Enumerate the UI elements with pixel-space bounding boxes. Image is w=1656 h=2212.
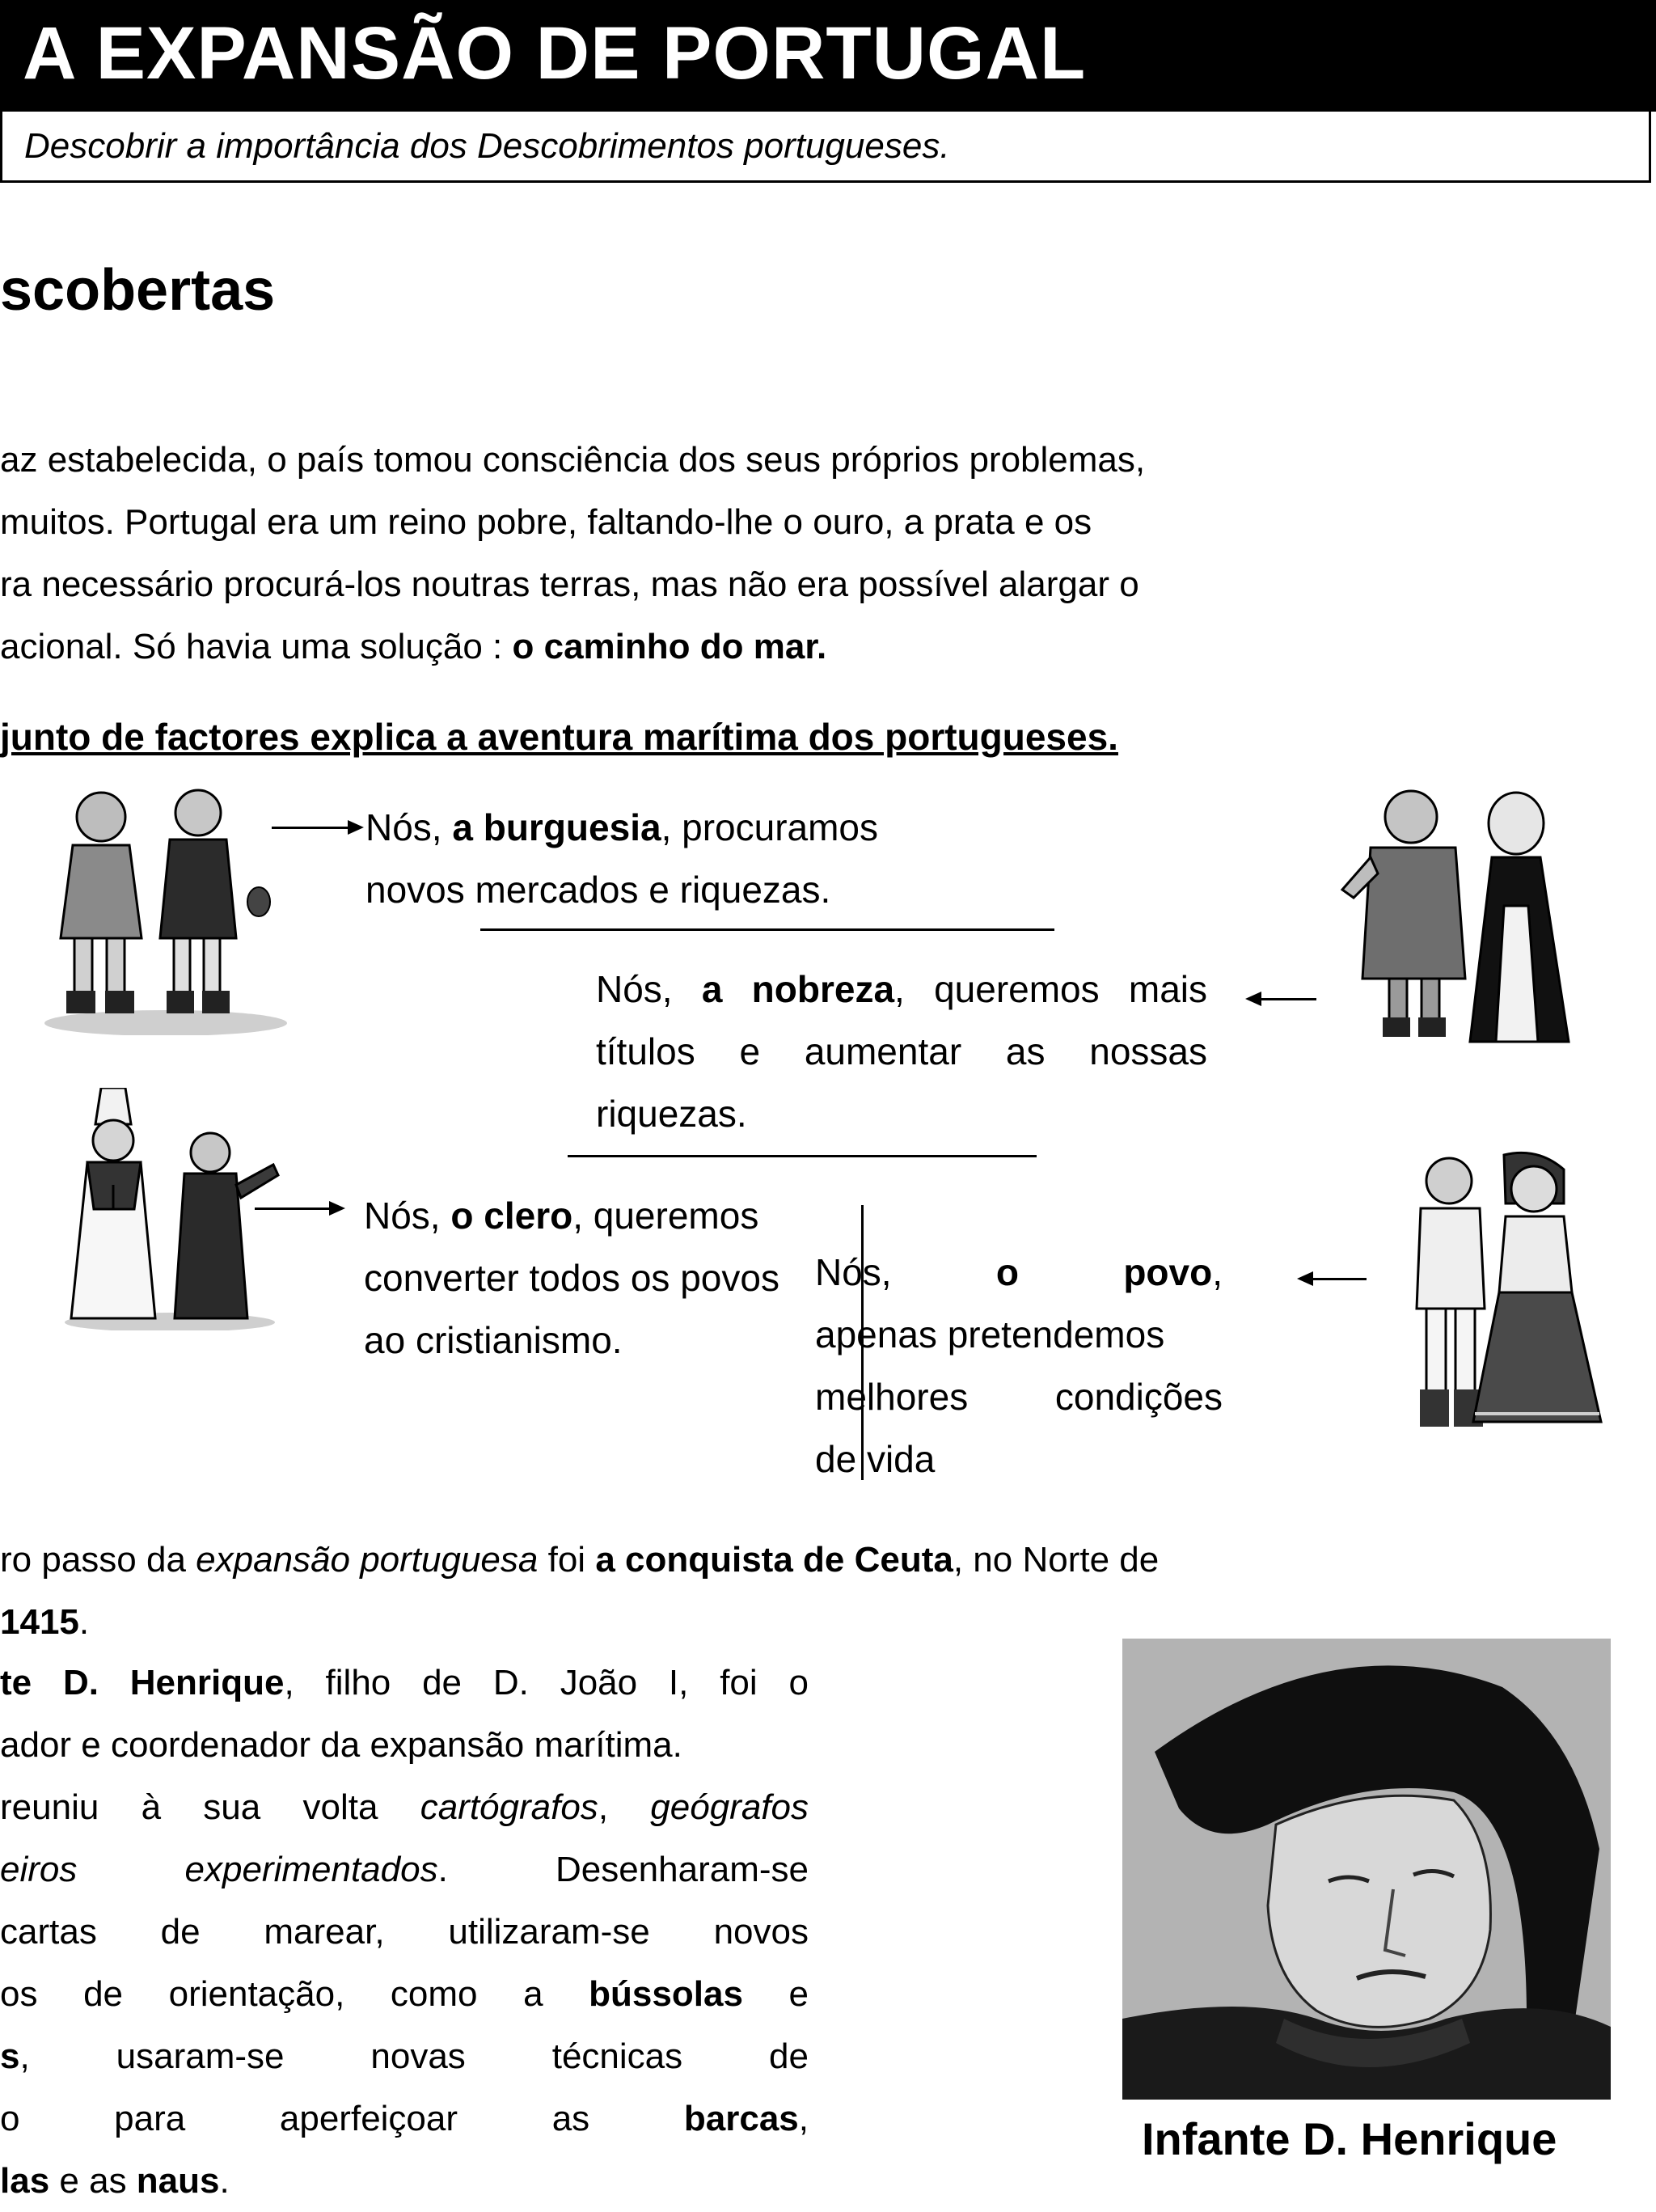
speech-povo: Nós, o povo, apenas pretendemos melhores condições de vida (815, 1251, 1223, 1480)
section-heading: scobertas (0, 258, 276, 323)
arrow-right (272, 827, 349, 829)
povo-illustration (1384, 1147, 1611, 1438)
arrow-head-icon (329, 1201, 345, 1216)
nobreza-illustration (1326, 785, 1601, 1051)
arrow-head-icon (1297, 1271, 1313, 1286)
henrique-paragraph: te D. Henrique, filho de D. João I, foi o ador e coordenador da expansão marítima. reuniu à sua volta cartógrafos, geógrafos eiros experimentados. Desenharam-se cartas de marear, utilizaram-se novos os de orientação, como a bússolas e s, usaram-se novas técnicas de o para aperfeiçoar as barcas, las e as naus. (0, 1663, 809, 2201)
speech-burguesia: Nós, a burguesia, procuramos novos mercados e riquezas. (365, 806, 879, 911)
ceuta-paragraph: ro passo da expansão portuguesa foi a conquista de Ceuta, no Norte de 1415. (0, 1540, 1160, 1642)
page-title: A EXPANSÃO DE PORTUGAL (23, 12, 1087, 95)
arrow-head-icon (348, 820, 364, 835)
burguesia-illustration (24, 785, 291, 1035)
page-subtitle: Descobrir a importância dos Descobrimentos portugueses. (24, 126, 950, 166)
arrow-right (255, 1208, 331, 1210)
divider-line (480, 928, 1054, 931)
intro-paragraph (0, 429, 1145, 678)
intro-emphasis: o caminho do mar. (512, 627, 827, 666)
portrait-caption: Infante D. Henrique (1142, 2113, 1557, 2164)
speech-clero: Nós, o clero, queremos converter todos os povos ao cristianismo. (364, 1195, 779, 1361)
intro-line: muitos. Portugal era um reino pobre, faltando-lhe o ouro, a prata e os (0, 502, 1092, 542)
portrait-image (1122, 1639, 1611, 2100)
divider-line (568, 1155, 1037, 1157)
arrow-head-icon (1245, 992, 1261, 1006)
factors-heading: junto de factores explica a aventura marítima dos portugueses. (0, 716, 1118, 758)
speech-nobreza: Nós, a nobreza, queremos mais títulos e aumentar as nossas riquezas. (596, 968, 1207, 1135)
arrow-left (1312, 1278, 1367, 1280)
intro-line: ra necessário procurá-los noutras terras, mas não era possível alargar o (0, 565, 1139, 604)
intro-line: acional. Só havia uma solução : o caminho do mar. (0, 627, 827, 666)
intro-line: az estabelecida, o país tomou consciência dos seus próprios problemas, (0, 440, 1146, 480)
arrow-left (1260, 998, 1316, 1000)
